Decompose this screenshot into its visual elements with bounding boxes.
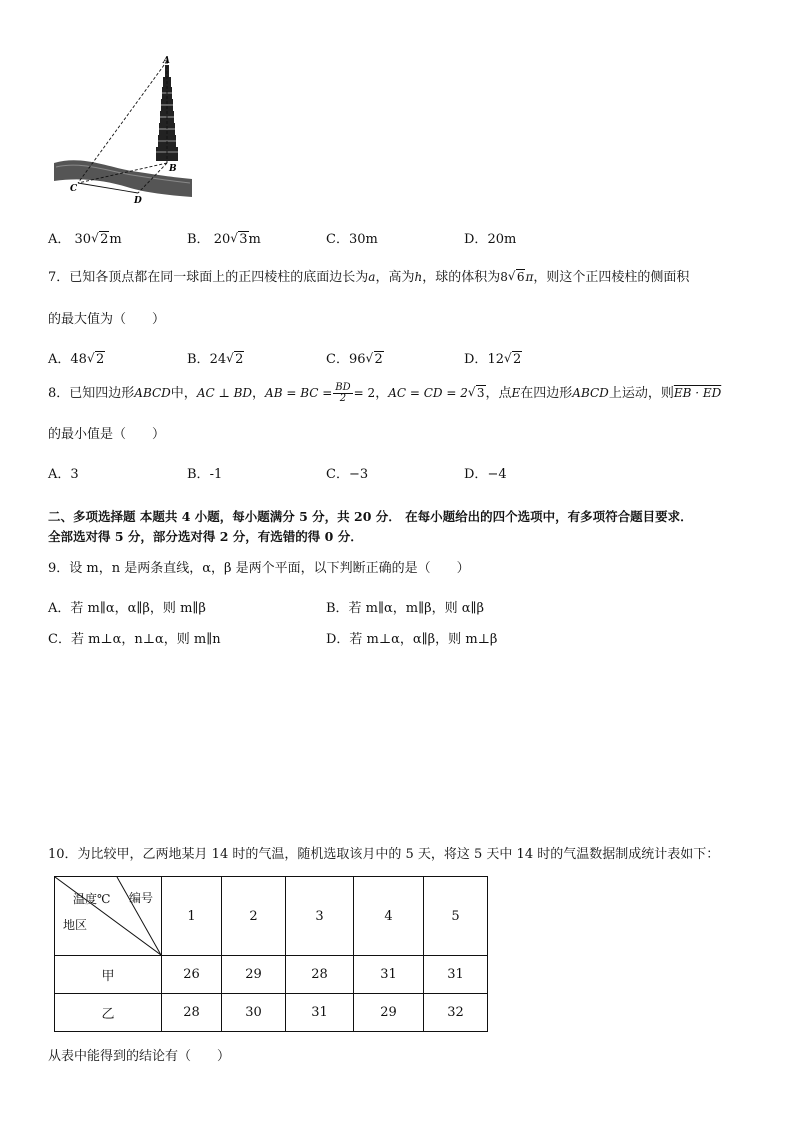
table-cell: 31	[354, 956, 424, 994]
table-row	[55, 956, 488, 994]
col-header-5: 5	[424, 877, 488, 956]
q8-stem-line2: 的最小值是（ ）	[48, 427, 166, 442]
row-name-yi: 乙	[55, 994, 162, 1032]
q9-stem: 9．设 m，n 是两条直线，α，β 是两个平面，以下判断正确的是（ ）	[48, 561, 470, 576]
col-header-2: 2	[222, 877, 286, 956]
table-cell: 28	[286, 956, 354, 994]
table-cell: 29	[222, 956, 286, 994]
q8-option-c[interactable]: C．−3	[326, 467, 369, 482]
col-header-4: 4	[354, 877, 424, 956]
q6-option-d[interactable]: D．20m	[464, 232, 517, 247]
label-a: A	[163, 56, 170, 66]
table-cell: 26	[162, 956, 222, 994]
q9-option-a[interactable]: A．若 m∥α，α∥β，则 m∥β	[48, 601, 206, 616]
table-row	[55, 994, 488, 1032]
q8-option-d[interactable]: D．−4	[464, 467, 507, 482]
header-number: 编号	[129, 891, 154, 905]
q7-option-a[interactable]: A．48√ 2	[48, 348, 105, 367]
table-cell: 31	[424, 956, 488, 994]
table-corner-cell	[55, 877, 162, 956]
q9-option-d[interactable]: D．若 m⊥α，α∥β，则 m⊥β	[326, 632, 498, 647]
q9-option-c[interactable]: C．若 m⊥α，n⊥α，则 m∥n	[48, 632, 221, 647]
col-header-3: 3	[286, 877, 354, 956]
q7-stem-line2: 的最大值为（ ）	[48, 312, 166, 327]
q8-option-b[interactable]: B．-1	[187, 467, 223, 482]
table-cell: 29	[354, 994, 424, 1032]
q9-option-b[interactable]: B．若 m∥α，m∥β，则 α∥β	[326, 601, 485, 616]
table-cell: 30	[222, 994, 286, 1032]
table-cell: 28	[162, 994, 222, 1032]
q7-option-b[interactable]: B．24√ 2	[187, 348, 244, 367]
q7-option-c[interactable]: C．96√ 2	[326, 348, 384, 367]
q10-after-text: 从表中能得到的结论有（ ）	[48, 1049, 231, 1064]
q6-option-b[interactable]: B． 20√ 3m	[187, 228, 261, 247]
section2-header-line1: 二、多项选择题 本题共 4 小题，每小题满分 5 分，共 20 分． 在每小题给出的四个选项中，有多项符合题目要求．	[48, 509, 693, 524]
section2-header-line2: 全部选对得 5 分，部分选对得 2 分，有选错的得 0 分．	[48, 529, 363, 544]
temperature-table	[54, 876, 488, 1032]
table-header-row	[55, 877, 488, 956]
pagoda-figure	[52, 55, 194, 205]
header-temp: 温度℃	[73, 892, 111, 906]
label-b: B	[169, 164, 177, 174]
label-d: D	[134, 196, 142, 205]
table-cell: 31	[286, 994, 354, 1032]
row-name-jia: 甲	[55, 956, 162, 994]
q10-stem: 10．为比较甲，乙两地某月 14 时的气温，随机选取该月中的 5 天，将这 5 天中 14 时的气温数据制成统计表如下：	[48, 847, 720, 862]
header-area: 地区	[63, 918, 88, 932]
q8-stem: 8．已知四边形ABCD中，AC ⊥ BD，AB = BC = $\frac{BD}{2}$ = 2，AC = CD = 2√ 3，点E在四边形ABCD上运动，则EB · ED	[48, 382, 721, 405]
table-cell: 32	[424, 994, 488, 1032]
col-header-1: 1	[162, 877, 222, 956]
q8-option-a[interactable]: A．3	[48, 467, 79, 482]
q6-option-c[interactable]: C．30m	[326, 232, 378, 247]
q6-option-a[interactable]: A． 30√ 2m	[48, 228, 122, 247]
label-c: C	[70, 184, 78, 194]
q7-option-d[interactable]: D．12√ 2	[464, 348, 522, 367]
q7-stem: 7．已知各顶点都在同一球面上的正四棱柱的底面边长为a，高为h，球的体积为8√ 6π，则这个正四棱柱的侧面积	[48, 268, 689, 287]
